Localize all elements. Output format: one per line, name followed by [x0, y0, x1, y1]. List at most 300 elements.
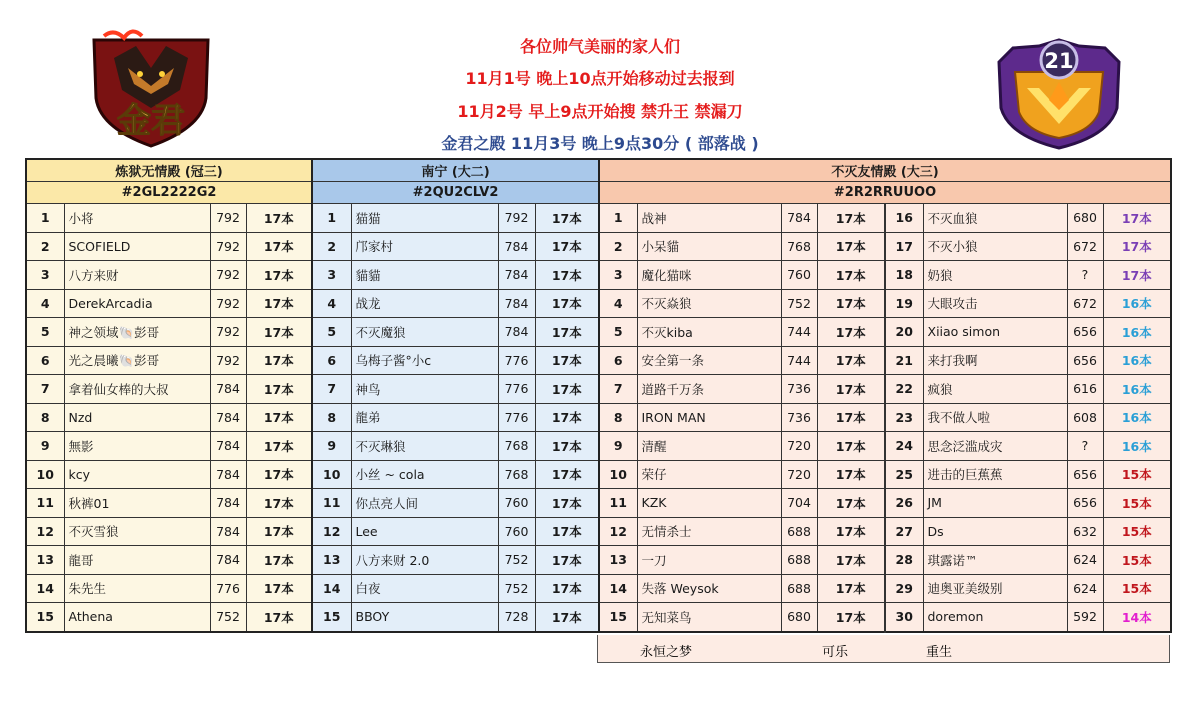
- player-name: 你点亮人间: [351, 489, 498, 518]
- table-row: [312, 403, 599, 432]
- table-row: [312, 289, 599, 318]
- player-score: 784: [498, 232, 535, 261]
- rank-number: 6: [599, 346, 637, 375]
- clan-b-roster-table: [311, 158, 600, 633]
- player-name: doremon: [923, 603, 1067, 632]
- footer-member: 永恒之梦: [640, 645, 693, 660]
- player-score: 688: [781, 517, 817, 546]
- table-row: [26, 517, 312, 546]
- announcement-line-1: 各位帅气美丽的家人们: [519, 37, 680, 56]
- player-score: 624: [1067, 546, 1103, 575]
- player-name: 魔化猫咪: [637, 261, 781, 290]
- rank-number: 27: [885, 517, 923, 546]
- rank-number: 15: [599, 603, 637, 632]
- town-hall-level: 17本: [1103, 232, 1171, 261]
- town-hall-level: 15本: [1103, 574, 1171, 603]
- announcement-line-2: 11月1号 晚上10点开始移动过去报到: [465, 69, 735, 88]
- rank-number: 3: [26, 261, 64, 290]
- player-name: 神鸟: [351, 375, 498, 404]
- town-hall-level: 16本: [1103, 403, 1171, 432]
- town-hall-level: 17本: [246, 346, 312, 375]
- town-hall-level: 17本: [246, 574, 312, 603]
- player-score: 792: [210, 204, 246, 233]
- svg-text:21: 21: [1044, 49, 1074, 73]
- svg-text:金君: 金君: [117, 101, 185, 141]
- rank-number: 7: [26, 375, 64, 404]
- player-score: 760: [781, 261, 817, 290]
- town-hall-level: 17本: [817, 460, 885, 489]
- town-hall-level: 17本: [817, 375, 885, 404]
- rank-number: 5: [312, 318, 351, 347]
- player-score: 784: [781, 204, 817, 233]
- table-row: [599, 546, 1171, 575]
- player-score: 688: [781, 546, 817, 575]
- player-score: 792: [210, 346, 246, 375]
- table-row: [599, 289, 1171, 318]
- rank-number: 6: [26, 346, 64, 375]
- rank-number: 28: [885, 546, 923, 575]
- player-name: 我不做人啦: [923, 403, 1067, 432]
- wolf-shield-logo: [84, 28, 218, 148]
- clan-c-rows: [599, 204, 1171, 632]
- player-score: 784: [210, 460, 246, 489]
- rank-number: 7: [599, 375, 637, 404]
- rank-number: 30: [885, 603, 923, 632]
- player-name: 龍弟: [351, 403, 498, 432]
- player-name: 無影: [64, 432, 210, 461]
- town-hall-level: 17本: [817, 546, 885, 575]
- rank-number: 13: [312, 546, 351, 575]
- player-name: 貓貓: [351, 261, 498, 290]
- rank-number: 5: [26, 318, 64, 347]
- town-hall-level: 17本: [817, 603, 885, 632]
- player-name: 疯狼: [923, 375, 1067, 404]
- town-hall-level: 17本: [246, 204, 312, 233]
- player-name: 荣仔: [637, 460, 781, 489]
- town-hall-level: 17本: [535, 204, 599, 233]
- player-score: 704: [781, 489, 817, 518]
- table-row: [26, 289, 312, 318]
- town-hall-level: 17本: [817, 204, 885, 233]
- clan-b-rows: [312, 204, 599, 632]
- player-name: 失落 Weysok: [637, 574, 781, 603]
- rank-number: 15: [312, 603, 351, 632]
- town-hall-level: 17本: [817, 289, 885, 318]
- player-name: Athena: [64, 603, 210, 632]
- player-score: 792: [210, 261, 246, 290]
- table-row: [26, 346, 312, 375]
- town-hall-level: 17本: [817, 318, 885, 347]
- town-hall-level: 17本: [246, 403, 312, 432]
- player-name: 邝家村: [351, 232, 498, 261]
- player-score: 776: [210, 574, 246, 603]
- rank-number: 14: [599, 574, 637, 603]
- player-name: KZK: [637, 489, 781, 518]
- table-row: [599, 460, 1171, 489]
- player-score: 744: [781, 346, 817, 375]
- player-name: 小呆貓: [637, 232, 781, 261]
- town-hall-level: 15本: [1103, 546, 1171, 575]
- player-name: 道路千万条: [637, 375, 781, 404]
- town-hall-level: 17本: [535, 289, 599, 318]
- table-row: [26, 432, 312, 461]
- clan-c-name: 不灭友情殿 (大三): [599, 159, 1171, 182]
- player-score: 656: [1067, 346, 1103, 375]
- player-score: 752: [498, 574, 535, 603]
- rank-number: 12: [26, 517, 64, 546]
- rank-number: 6: [312, 346, 351, 375]
- player-score: 784: [210, 432, 246, 461]
- table-row: [26, 489, 312, 518]
- town-hall-level: 17本: [246, 289, 312, 318]
- player-name: 朱先生: [64, 574, 210, 603]
- clan-a-rows: [26, 204, 312, 632]
- table-row: [312, 346, 599, 375]
- player-score: 728: [498, 603, 535, 632]
- table-row: [312, 432, 599, 461]
- player-name: 战神: [637, 204, 781, 233]
- player-name: 迪奥亚美级别: [923, 574, 1067, 603]
- town-hall-level: 17本: [246, 603, 312, 632]
- player-name: 秋裤01: [64, 489, 210, 518]
- table-row: [312, 261, 599, 290]
- player-score: 752: [210, 603, 246, 632]
- table-row: [312, 546, 599, 575]
- rank-number: 4: [26, 289, 64, 318]
- player-score: 720: [781, 460, 817, 489]
- player-score: 760: [498, 517, 535, 546]
- town-hall-level: 17本: [246, 318, 312, 347]
- player-score: 656: [1067, 318, 1103, 347]
- rank-number: 5: [599, 318, 637, 347]
- town-hall-level: 17本: [1103, 204, 1171, 233]
- town-hall-level: 16本: [1103, 289, 1171, 318]
- table-row: [26, 261, 312, 290]
- player-score: 592: [1067, 603, 1103, 632]
- table-row: [26, 232, 312, 261]
- town-hall-level: 17本: [535, 574, 599, 603]
- player-name: 不灭小狼: [923, 232, 1067, 261]
- player-score: ?: [1067, 432, 1103, 461]
- player-score: 776: [498, 403, 535, 432]
- rank-number: 22: [885, 375, 923, 404]
- rank-number: 10: [599, 460, 637, 489]
- rank-number: 2: [26, 232, 64, 261]
- clan-c-roster-table: [598, 158, 1172, 633]
- rank-number: 11: [599, 489, 637, 518]
- rank-number: 3: [312, 261, 351, 290]
- table-row: [26, 318, 312, 347]
- player-score: 768: [498, 432, 535, 461]
- player-score: 656: [1067, 489, 1103, 518]
- rank-number: 9: [26, 432, 64, 461]
- player-score: 680: [781, 603, 817, 632]
- player-name: 思念泛滥成灾: [923, 432, 1067, 461]
- player-score: 632: [1067, 517, 1103, 546]
- table-row: [26, 403, 312, 432]
- rank-number: 14: [312, 574, 351, 603]
- table-row: [599, 403, 1171, 432]
- table-row: [599, 603, 1171, 632]
- rank-number: 8: [26, 403, 64, 432]
- rank-number: 15: [26, 603, 64, 632]
- player-name: 大眼攻击: [923, 289, 1067, 318]
- table-row: [599, 346, 1171, 375]
- town-hall-level: 17本: [817, 403, 885, 432]
- town-hall-level: 17本: [246, 460, 312, 489]
- player-name: 无情杀士: [637, 517, 781, 546]
- player-name: Nzd: [64, 403, 210, 432]
- player-name: 白夜: [351, 574, 498, 603]
- town-hall-level: 17本: [535, 232, 599, 261]
- town-hall-level: 17本: [246, 432, 312, 461]
- rank-number: 9: [599, 432, 637, 461]
- town-hall-level: 17本: [817, 261, 885, 290]
- table-row: [312, 517, 599, 546]
- table-row: [26, 375, 312, 404]
- rank-number: 4: [599, 289, 637, 318]
- table-row: [26, 574, 312, 603]
- player-name: 不灭琳狼: [351, 432, 498, 461]
- announcement-line-3: 11月2号 早上9点开始搜 禁升王 禁漏刀: [457, 102, 743, 121]
- player-name: Xiiao simon: [923, 318, 1067, 347]
- player-score: 784: [210, 403, 246, 432]
- rank-number: 19: [885, 289, 923, 318]
- town-hall-level: 16本: [1103, 375, 1171, 404]
- player-score: 744: [781, 318, 817, 347]
- rank-number: 14: [26, 574, 64, 603]
- rank-number: 11: [312, 489, 351, 518]
- table-row: [312, 375, 599, 404]
- rank-number: 1: [26, 204, 64, 233]
- rank-number: 2: [312, 232, 351, 261]
- town-hall-level: 17本: [246, 232, 312, 261]
- table-row: [312, 204, 599, 233]
- town-hall-level: 15本: [1103, 460, 1171, 489]
- town-hall-level: 17本: [535, 375, 599, 404]
- rank-number: 3: [599, 261, 637, 290]
- player-name: 不灭魔狼: [351, 318, 498, 347]
- rank-number: 24: [885, 432, 923, 461]
- player-score: 768: [781, 232, 817, 261]
- clan-c-footer: [597, 635, 1170, 663]
- player-name: 无知菜鸟: [637, 603, 781, 632]
- table-row: [599, 574, 1171, 603]
- rank-number: 12: [312, 517, 351, 546]
- player-score: 608: [1067, 403, 1103, 432]
- player-name: 神之领域🐚彭哥: [64, 318, 210, 347]
- player-name: 猫猫: [351, 204, 498, 233]
- town-hall-level: 17本: [535, 460, 599, 489]
- town-hall-level: 17本: [246, 517, 312, 546]
- player-score: 736: [781, 403, 817, 432]
- rank-number: 16: [885, 204, 923, 233]
- player-score: 792: [210, 232, 246, 261]
- player-name: 不灭血狼: [923, 204, 1067, 233]
- rank-number: 13: [26, 546, 64, 575]
- town-hall-level: 17本: [535, 403, 599, 432]
- rank-number: 10: [26, 460, 64, 489]
- rank-number: 8: [312, 403, 351, 432]
- town-hall-level: 16本: [1103, 318, 1171, 347]
- town-hall-level: 16本: [1103, 346, 1171, 375]
- player-score: 752: [498, 546, 535, 575]
- footer-member: 重生: [926, 645, 953, 660]
- table-row: [312, 318, 599, 347]
- town-hall-level: 15本: [1103, 489, 1171, 518]
- player-name: 战龙: [351, 289, 498, 318]
- town-hall-level: 17本: [246, 489, 312, 518]
- clan-a-name: 炼狱无情殿 (冠三): [26, 159, 312, 182]
- rank-number: 25: [885, 460, 923, 489]
- town-hall-level: 17本: [535, 346, 599, 375]
- player-name: 清醒: [637, 432, 781, 461]
- player-name: 来打我啊: [923, 346, 1067, 375]
- table-row: [312, 574, 599, 603]
- rank-number: 1: [312, 204, 351, 233]
- player-score: 776: [498, 375, 535, 404]
- player-score: 760: [498, 489, 535, 518]
- player-score: 784: [210, 489, 246, 518]
- town-hall-level: 17本: [817, 489, 885, 518]
- table-row: [599, 432, 1171, 461]
- table-row: [599, 204, 1171, 233]
- table-row: [312, 460, 599, 489]
- town-hall-level: 17本: [817, 517, 885, 546]
- player-name: 小丝 ~ cola: [351, 460, 498, 489]
- table-row: [599, 375, 1171, 404]
- clan-b-name: 南宁 (大二): [312, 159, 599, 182]
- town-hall-level: 17本: [535, 603, 599, 632]
- player-name: Ds: [923, 517, 1067, 546]
- table-row: [26, 460, 312, 489]
- footer-member: 可乐: [822, 645, 849, 660]
- town-hall-level: 17本: [817, 232, 885, 261]
- rank-number: 9: [312, 432, 351, 461]
- player-name: 进击的巨蕉蕉: [923, 460, 1067, 489]
- player-score: 680: [1067, 204, 1103, 233]
- player-name: 安全第一条: [637, 346, 781, 375]
- rank-number: 23: [885, 403, 923, 432]
- table-row: [312, 489, 599, 518]
- player-name: 一刀: [637, 546, 781, 575]
- player-score: 656: [1067, 460, 1103, 489]
- player-score: 784: [498, 289, 535, 318]
- player-name: 奶狼: [923, 261, 1067, 290]
- rank-number: 29: [885, 574, 923, 603]
- player-name: 琪露诺™: [923, 546, 1067, 575]
- player-name: kcy: [64, 460, 210, 489]
- rank-number: 10: [312, 460, 351, 489]
- player-score: 792: [210, 289, 246, 318]
- town-hall-level: 17本: [535, 517, 599, 546]
- player-name: BBOY: [351, 603, 498, 632]
- rank-number: 1: [599, 204, 637, 233]
- table-row: [599, 318, 1171, 347]
- table-row: [599, 489, 1171, 518]
- table-row: [26, 546, 312, 575]
- town-hall-level: 17本: [817, 574, 885, 603]
- town-hall-level: 17本: [535, 318, 599, 347]
- player-score: 784: [498, 318, 535, 347]
- rank-number: 18: [885, 261, 923, 290]
- player-score: 672: [1067, 289, 1103, 318]
- player-name: 八方来财 2.0: [351, 546, 498, 575]
- rank-number: 17: [885, 232, 923, 261]
- town-hall-level: 17本: [246, 546, 312, 575]
- player-score: 688: [781, 574, 817, 603]
- town-hall-level: 17本: [817, 432, 885, 461]
- player-score: 784: [210, 517, 246, 546]
- player-score: 616: [1067, 375, 1103, 404]
- town-hall-level: 15本: [1103, 517, 1171, 546]
- clan-a-tag: #2GL2222G2: [26, 182, 312, 204]
- player-name: JM: [923, 489, 1067, 518]
- rank-number: 20: [885, 318, 923, 347]
- player-score: 784: [210, 546, 246, 575]
- town-hall-level: 17本: [246, 261, 312, 290]
- town-hall-level: 17本: [1103, 261, 1171, 290]
- player-name: 不灭雪狼: [64, 517, 210, 546]
- table-row: [312, 603, 599, 632]
- town-hall-level: 17本: [535, 489, 599, 518]
- player-name: DerekArcadia: [64, 289, 210, 318]
- player-score: 776: [498, 346, 535, 375]
- rank-number: 21: [885, 346, 923, 375]
- rank-number: 26: [885, 489, 923, 518]
- rank-number: 4: [312, 289, 351, 318]
- player-name: 拿着仙女棒的大叔: [64, 375, 210, 404]
- clan-level-badge: [993, 38, 1125, 150]
- player-score: 792: [498, 204, 535, 233]
- player-name: 不灭焱狼: [637, 289, 781, 318]
- town-hall-level: 16本: [1103, 432, 1171, 461]
- player-score: 720: [781, 432, 817, 461]
- town-hall-level: 14本: [1103, 603, 1171, 632]
- clan-b-tag: #2QU2CLV2: [312, 182, 599, 204]
- town-hall-level: 17本: [535, 432, 599, 461]
- player-score: 672: [1067, 232, 1103, 261]
- player-name: 不灭kiba: [637, 318, 781, 347]
- player-score: 792: [210, 318, 246, 347]
- announcement-line-4: 金君之殿 11月3号 晚上9点30分 ( 部落战 ): [441, 134, 759, 153]
- player-name: Lee: [351, 517, 498, 546]
- table-row: [599, 261, 1171, 290]
- table-row: [599, 232, 1171, 261]
- table-row: [312, 232, 599, 261]
- clan-c-tag: #2R2RRUUOO: [599, 182, 1171, 204]
- rank-number: 7: [312, 375, 351, 404]
- town-hall-level: 17本: [535, 546, 599, 575]
- player-score: 752: [781, 289, 817, 318]
- clan-a-roster-table: [25, 158, 313, 633]
- player-score: 736: [781, 375, 817, 404]
- rank-number: 13: [599, 546, 637, 575]
- player-name: 龍哥: [64, 546, 210, 575]
- table-row: [599, 517, 1171, 546]
- rank-number: 12: [599, 517, 637, 546]
- rank-number: 8: [599, 403, 637, 432]
- player-name: SCOFIELD: [64, 232, 210, 261]
- player-name: 八方来财: [64, 261, 210, 290]
- player-score: 784: [498, 261, 535, 290]
- rank-number: 2: [599, 232, 637, 261]
- town-hall-level: 17本: [535, 261, 599, 290]
- player-score: 768: [498, 460, 535, 489]
- player-name: IRON MAN: [637, 403, 781, 432]
- player-score: 624: [1067, 574, 1103, 603]
- player-name: 光之晨曦🐚彭哥: [64, 346, 210, 375]
